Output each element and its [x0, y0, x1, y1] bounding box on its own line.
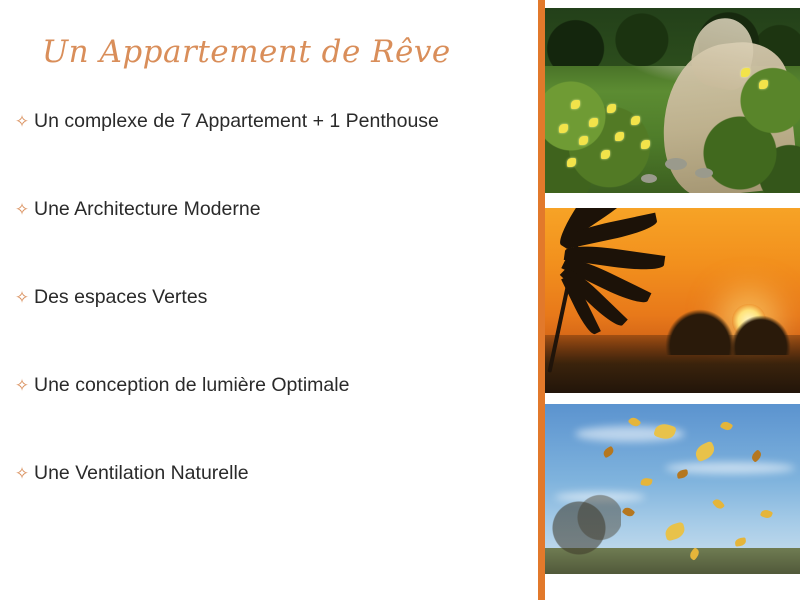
list-item-label: Une conception de lumière Optimale: [34, 374, 350, 396]
accent-divider-bar: [538, 0, 545, 600]
image-column: [545, 0, 800, 600]
list-item-label: Une Ventilation Naturelle: [34, 462, 249, 484]
autumn-leaves-photo: [545, 404, 800, 574]
list-item-label: Des espaces Vertes: [34, 286, 208, 308]
diamond-bullet-icon: ✧: [14, 200, 30, 219]
diamond-bullet-icon: ✧: [14, 288, 30, 307]
list-item: [10, 372, 530, 460]
diamond-bullet-icon: ✧: [14, 464, 30, 483]
list-item-label: Un complexe de 7 Appartement + 1 Penthouse: [34, 110, 439, 132]
diamond-bullet-icon: ✧: [14, 112, 30, 131]
list-item: [10, 108, 530, 196]
list-item: [10, 460, 530, 548]
list-item: [10, 196, 530, 284]
garden-path-photo: [545, 8, 800, 193]
page-title: Un Appartement de Rêve: [42, 34, 451, 70]
diamond-bullet-icon: ✧: [14, 376, 30, 395]
list-item: [10, 284, 530, 372]
bullet-list: [10, 108, 530, 548]
palm-sunset-photo: [545, 208, 800, 393]
list-item-label: Une Architecture Moderne: [34, 198, 261, 220]
